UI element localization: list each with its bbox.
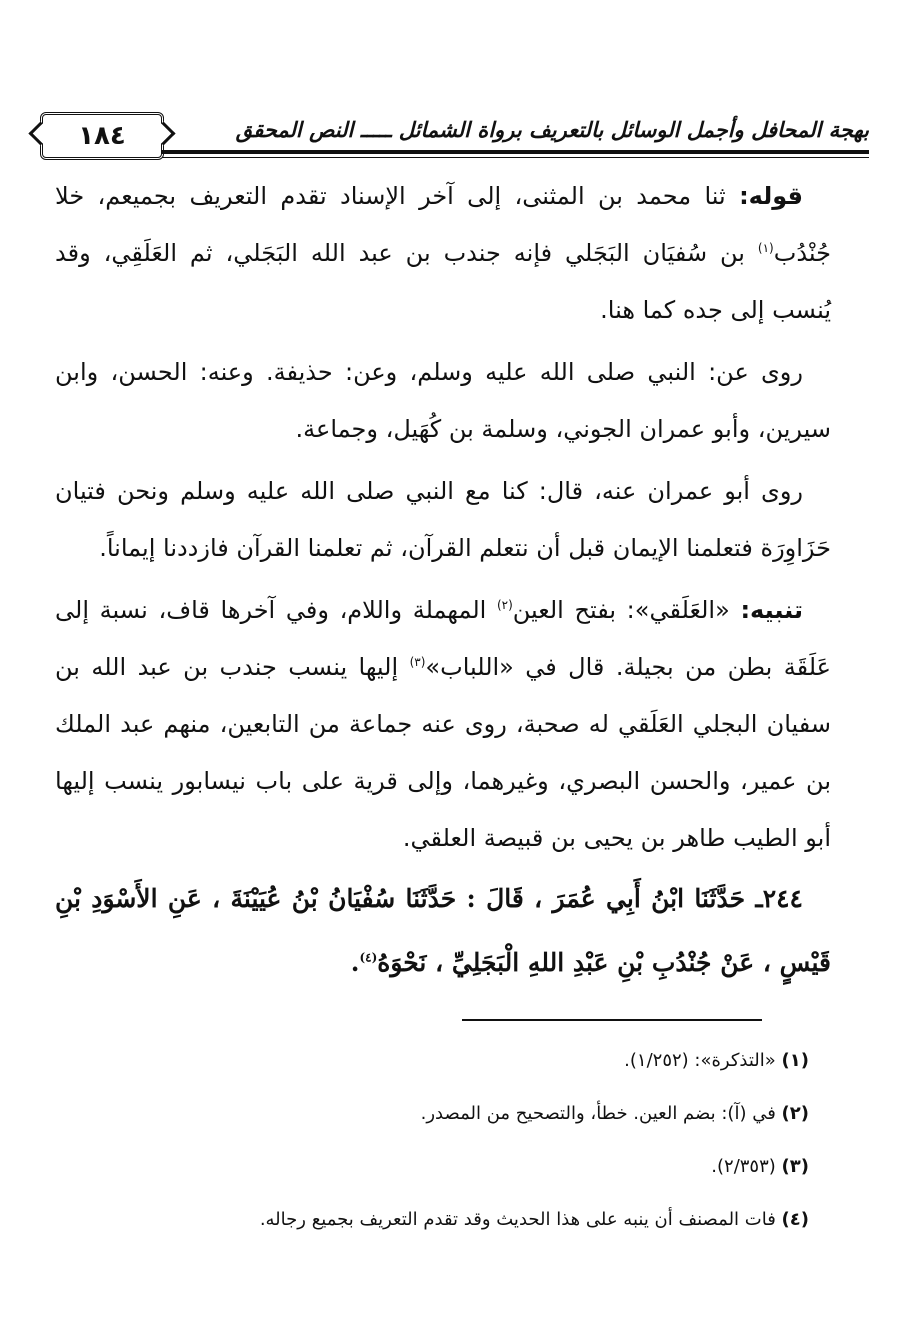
paragraph-text: ثنا محمد بن المثنى، إلى آخر الإسناد تقدم التعريف بجميعم، خلا جُنْدُب [55, 182, 831, 267]
footnote-ref[interactable]: (٤) [359, 950, 378, 965]
footnote-1 [60, 1034, 809, 1087]
footnote-ref[interactable]: (٢) [496, 598, 513, 612]
page-number-badge [40, 112, 164, 160]
paragraph-lead: قوله: [739, 182, 803, 210]
footnote-text: فات المصنف أن ينبه على هذا الحديث وقد تقدم التعريف بجميع رجاله. [259, 1209, 782, 1230]
running-title: بهجة المحافل وأجمل الوسائل بالتعريف برواة الشمائل ـــــ النص المحقق [235, 117, 869, 142]
footnote-ref[interactable]: (٣) [409, 655, 426, 669]
footnote-number: (١) [781, 1050, 809, 1071]
hadith-text: ٢٤٤ـ حَدَّثَنَا ابْنُ أَبِي عُمَرَ ، قَالَ : حَدَّثَنَا سُفْيَانُ بْنُ عُيَيْنَةَ ، عَنِ الأَسْوَدِ بْنِ قَيْسٍ ، عَنْ جُنْدُبِ بْنِ عَبْدِ اللهِ الْبَجَلِيِّ ، نَحْوَهُ [55, 884, 831, 977]
header-rule-thin [162, 157, 869, 158]
hadith-244 [55, 867, 831, 995]
page-number: ١٨٤ [78, 121, 126, 151]
paragraph-text: بن سُفيَان البَجَلي فإنه جندب بن عبد الله البَجَلي، ثم العَلَقِي، وقد يُنسب إلى جده كما هنا. [55, 239, 831, 324]
footnotes [60, 1034, 809, 1246]
footnote-number: (٤) [781, 1209, 809, 1230]
paragraph-lead: تنبيه: [740, 596, 803, 624]
footnote-3 [60, 1140, 809, 1193]
paragraph-3: روى أبو عمران عنه، قال: كنا مع النبي صلى الله عليه وسلم ونحن فتيان حَزَاوِرَة فتعلمنا الإيمان قبل أن نتعلم القرآن، ثم تعلمنا القرآن فازددنا إيماناً. [55, 477, 831, 562]
footnote-ref[interactable]: (١) [757, 241, 774, 255]
footnote-text: في (آ): بضم العين. خطأ، والتصحيح من المصدر. [420, 1103, 782, 1124]
footnote-number: (٣) [781, 1156, 809, 1177]
main-text [55, 168, 831, 1000]
page-header [40, 112, 869, 160]
footnote-number: (٢) [781, 1103, 809, 1124]
footnote-separator [462, 1019, 762, 1021]
footnote-2 [60, 1087, 809, 1140]
paragraph-text: «العَلَقي»: بفتح العين [512, 596, 741, 624]
footnote-text: «التذكرة»: (١/٢٥٢). [624, 1050, 782, 1071]
header-rule-thick [162, 150, 869, 154]
paragraph-2: روى عن: النبي صلى الله عليه وسلم، وعن: حذيفة. وعنه: الحسن، وابن سيرين، وأبو عمران الجوني، وسلمة بن كُهَيل، وجماعة. [55, 358, 831, 443]
paragraph-text: المهملة واللام، وفي آخرها قاف، نسبة إلى عَلَقَة بطن من بجيلة. قال في «اللباب» [55, 596, 831, 681]
hadith-end: . [350, 948, 360, 977]
paragraph-1 [55, 168, 831, 339]
paragraph-4 [55, 582, 831, 867]
paragraph-text: إليها ينسب جندب بن عبد الله بن سفيان البجلي العَلَقي له صحبة، روى عنه جماعة من التابعين، منهم عبد الملك بن عمير، والحسن البصري، وغيرهما، وإلى قرية على باب نيسابور ينسب إليها أبو الطيب طاهر بن يحيى بن قبيصة العلقي. [55, 653, 831, 852]
footnote-4 [60, 1193, 809, 1246]
footnote-text: (٢/٣٥٣). [711, 1156, 782, 1177]
